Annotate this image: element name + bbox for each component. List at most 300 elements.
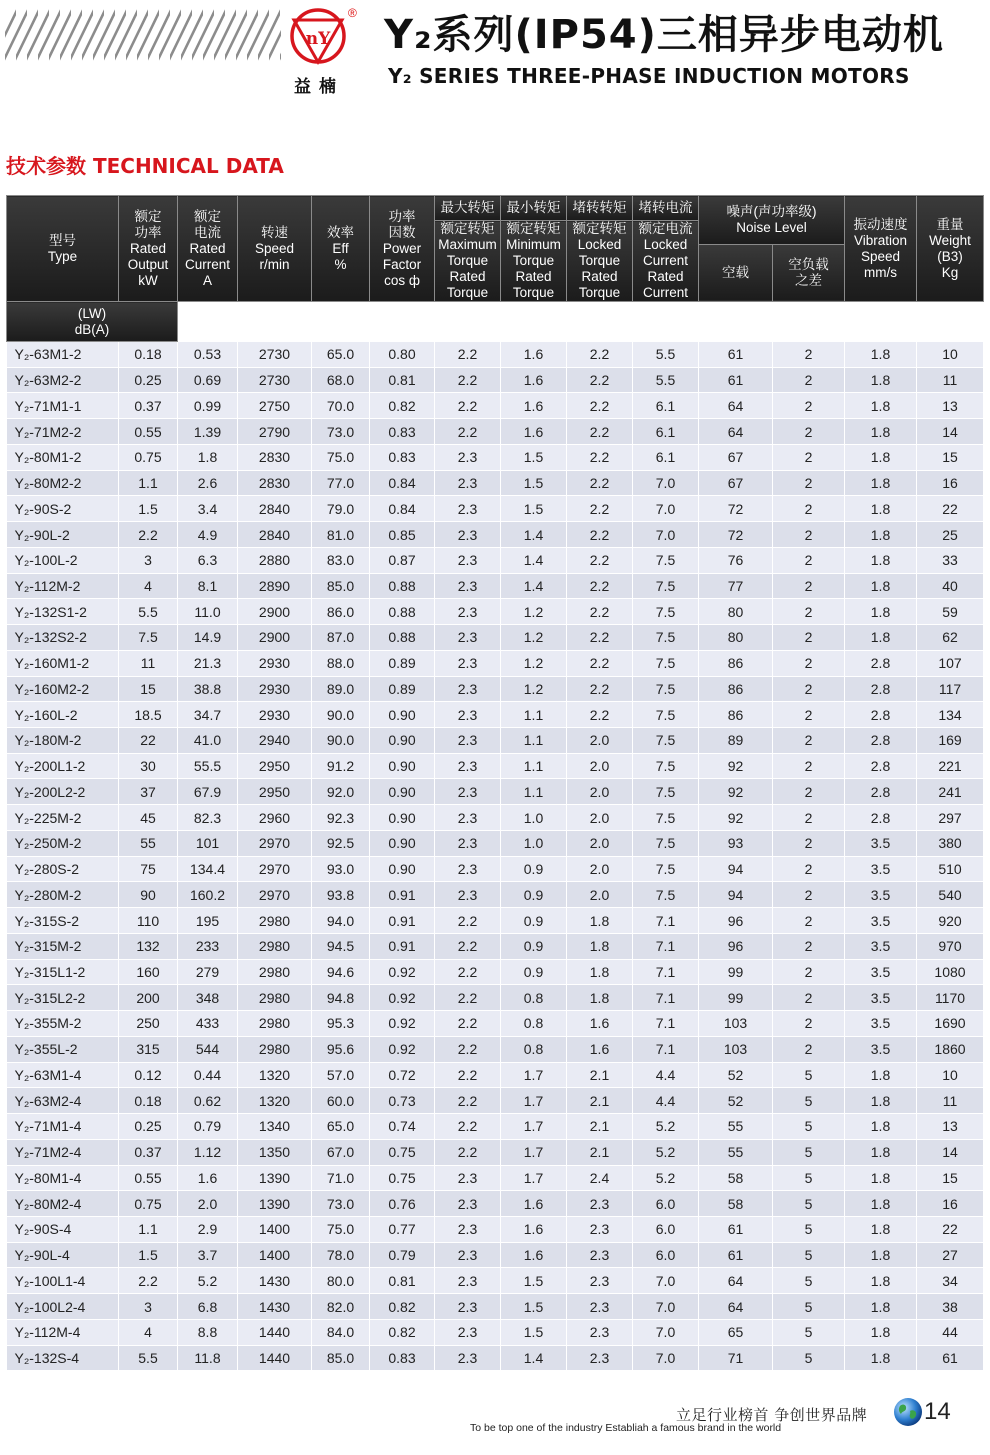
table-cell: 22 xyxy=(119,728,178,754)
table-cell: 2.3 xyxy=(435,650,501,676)
table-cell: 1.5 xyxy=(501,470,567,496)
table-cell: 7.1 xyxy=(633,959,699,985)
table-cell: 2.8 xyxy=(845,650,917,676)
table-cell: 1.8 xyxy=(567,933,633,959)
table-cell: 90 xyxy=(119,882,178,908)
table-cell: 0.90 xyxy=(370,805,435,831)
table-row xyxy=(7,1191,984,1217)
table-cell: 1.1 xyxy=(119,470,178,496)
table-cell: 0.76 xyxy=(370,1191,435,1217)
table-cell: 1.8 xyxy=(845,1242,917,1268)
table-cell: 85.0 xyxy=(312,573,370,599)
table-cell: 2.2 xyxy=(435,393,501,419)
table-cell: 94.5 xyxy=(312,933,370,959)
table-row xyxy=(7,496,984,522)
table-cell: 0.82 xyxy=(370,1319,435,1345)
table-cell: 544 xyxy=(178,1036,238,1062)
header-line: Eff xyxy=(332,240,349,256)
table-cell: 2.2 xyxy=(567,367,633,393)
table-cell: 0.62 xyxy=(178,1088,238,1114)
table-cell: 5 xyxy=(773,1139,845,1165)
table-cell: 38 xyxy=(917,1294,984,1320)
table-cell: 1.8 xyxy=(845,1216,917,1242)
table-cell: 2.0 xyxy=(567,753,633,779)
table-cell: 11 xyxy=(119,650,178,676)
table-cell: 2930 xyxy=(238,702,312,728)
table-cell: 2.2 xyxy=(567,470,633,496)
table-row xyxy=(7,805,984,831)
table-cell: 1430 xyxy=(238,1268,312,1294)
footer-slogan-en: To be top one of the industry Establiah a famous brand in the world xyxy=(470,1422,782,1434)
header-line: Vibration xyxy=(853,232,908,248)
table-cell: 2.3 xyxy=(567,1268,633,1294)
motor-type-cell: Y₂-280S-2 xyxy=(7,856,119,882)
table-row xyxy=(7,547,984,573)
table-cell: 160.2 xyxy=(178,882,238,908)
table-cell: 2.2 xyxy=(567,599,633,625)
table-cell: 7.5 xyxy=(633,676,699,702)
table-row xyxy=(7,702,984,728)
table-cell: 99 xyxy=(699,959,773,985)
table-cell: 5.5 xyxy=(633,367,699,393)
table-cell: 2.3 xyxy=(435,547,501,573)
table-cell: 45 xyxy=(119,805,178,831)
table-cell: 85.0 xyxy=(312,1345,370,1371)
table-cell: 6.0 xyxy=(633,1242,699,1268)
motor-type-cell: Y₂-355M-2 xyxy=(7,1011,119,1037)
table-cell: 2 xyxy=(773,496,845,522)
header-line: 电流 xyxy=(194,224,221,240)
header-line: Rated xyxy=(647,269,684,284)
table-cell: 2.0 xyxy=(567,805,633,831)
table-cell: 1.6 xyxy=(178,1165,238,1191)
table-cell: 8.8 xyxy=(178,1319,238,1345)
motor-type-cell: Y₂-71M2-2 xyxy=(7,419,119,445)
table-cell: 25 xyxy=(917,522,984,548)
table-cell: 1.7 xyxy=(501,1114,567,1140)
table-cell: 6.8 xyxy=(178,1294,238,1320)
header-line: Current xyxy=(642,253,688,268)
table-cell: 52 xyxy=(699,1062,773,1088)
table-cell: 60.0 xyxy=(312,1088,370,1114)
table-cell: 2.2 xyxy=(119,1268,178,1294)
motor-type-cell: Y₂-90L-2 xyxy=(7,522,119,548)
header-line: 因数 xyxy=(388,224,416,240)
header-line: 之差 xyxy=(795,272,822,288)
table-row xyxy=(7,625,984,651)
table-cell: 8.1 xyxy=(178,573,238,599)
motor-type-cell: Y₂-80M1-4 xyxy=(7,1165,119,1191)
table-cell: 0.90 xyxy=(370,753,435,779)
header-line: Rated xyxy=(581,269,618,284)
table-row xyxy=(7,676,984,702)
table-cell: 21.3 xyxy=(178,650,238,676)
header-line: Current xyxy=(642,285,688,300)
table-cell: 2.9 xyxy=(178,1216,238,1242)
table-cell: 86 xyxy=(699,702,773,728)
table-row xyxy=(7,393,984,419)
table-row xyxy=(7,856,984,882)
header-locked-current xyxy=(633,221,699,302)
table-cell: 65.0 xyxy=(312,1114,370,1140)
table-cell: 73.0 xyxy=(312,419,370,445)
table-cell: 62 xyxy=(917,625,984,651)
table-cell: 67 xyxy=(699,444,773,470)
motor-type-cell: Y₂-200L2-2 xyxy=(7,779,119,805)
table-cell: 2.2 xyxy=(567,625,633,651)
header-line: mm/s xyxy=(864,264,897,280)
table-cell: 110 xyxy=(119,908,178,934)
table-cell: 78.0 xyxy=(312,1242,370,1268)
header-speed xyxy=(238,196,312,302)
table-cell: 250 xyxy=(119,1011,178,1037)
table-cell: 5.2 xyxy=(633,1139,699,1165)
table-cell: 3.5 xyxy=(845,1011,917,1037)
table-row xyxy=(7,1345,984,1371)
table-cell: 1.0 xyxy=(501,805,567,831)
table-cell: 241 xyxy=(917,779,984,805)
table-cell: 3.5 xyxy=(845,856,917,882)
table-cell: 0.79 xyxy=(178,1114,238,1140)
table-cell: 2.2 xyxy=(567,419,633,445)
header-eff xyxy=(312,196,370,302)
table-cell: 2.3 xyxy=(435,1268,501,1294)
table-cell: 2.0 xyxy=(178,1191,238,1217)
motor-type-cell: Y₂-63M2-2 xyxy=(7,367,119,393)
table-cell: 1350 xyxy=(238,1139,312,1165)
header-line: Kg xyxy=(941,264,959,280)
table-cell: 2.3 xyxy=(435,676,501,702)
table-cell: 3.5 xyxy=(845,1036,917,1062)
table-cell: 3 xyxy=(119,1294,178,1320)
header-line: 额定 xyxy=(134,208,162,224)
table-cell: 0.55 xyxy=(119,1165,178,1191)
header-line: Type xyxy=(47,248,78,264)
table-cell: 84.0 xyxy=(312,1319,370,1345)
table-cell: 7.5 xyxy=(633,753,699,779)
table-cell: 0.89 xyxy=(370,650,435,676)
table-cell: 1.8 xyxy=(845,367,917,393)
table-row xyxy=(7,1088,984,1114)
table-cell: 3.7 xyxy=(178,1242,238,1268)
table-row xyxy=(7,419,984,445)
table-cell: 13 xyxy=(917,393,984,419)
table-cell: 1860 xyxy=(917,1036,984,1062)
header-noise-unit xyxy=(7,302,178,342)
table-cell: 0.9 xyxy=(501,882,567,908)
table-cell: 2.2 xyxy=(119,522,178,548)
table-cell: 94.6 xyxy=(312,959,370,985)
header-line: 重量 xyxy=(936,216,964,232)
table-cell: 315 xyxy=(119,1036,178,1062)
table-cell: 2 xyxy=(773,830,845,856)
table-cell: 2900 xyxy=(238,625,312,651)
logo-letters: nY xyxy=(305,29,331,49)
header-line: 堵转转矩 xyxy=(572,200,627,215)
table-cell: 1080 xyxy=(917,959,984,985)
table-cell: 67.0 xyxy=(312,1139,370,1165)
table-cell: 93.0 xyxy=(312,856,370,882)
table-row xyxy=(7,342,984,368)
table-cell: 0.91 xyxy=(370,933,435,959)
table-cell: 0.92 xyxy=(370,1011,435,1037)
table-cell: 2.8 xyxy=(845,779,917,805)
table-cell: 59 xyxy=(917,599,984,625)
table-cell: 1.8 xyxy=(845,342,917,368)
table-cell: 7.5 xyxy=(633,830,699,856)
table-cell: 1.7 xyxy=(501,1088,567,1114)
header-max-torque xyxy=(435,221,501,302)
header-line: Power xyxy=(382,240,422,256)
header-line: 振动速度 xyxy=(853,216,908,232)
table-cell: 0.84 xyxy=(370,496,435,522)
table-cell: 1.8 xyxy=(845,496,917,522)
motor-type-cell: Y₂-132S1-2 xyxy=(7,599,119,625)
table-cell: 2950 xyxy=(238,753,312,779)
table-cell: 1.1 xyxy=(501,779,567,805)
table-cell: 7.0 xyxy=(633,1319,699,1345)
header-line: Torque xyxy=(512,285,555,300)
table-cell: 2.2 xyxy=(567,676,633,702)
table-cell: 4.4 xyxy=(633,1062,699,1088)
table-cell: 7.5 xyxy=(633,599,699,625)
motor-type-cell: Y₂-160L-2 xyxy=(7,702,119,728)
table-cell: 77.0 xyxy=(312,470,370,496)
table-cell: 5.2 xyxy=(633,1114,699,1140)
table-cell: 3.5 xyxy=(845,908,917,934)
table-cell: 1.4 xyxy=(501,573,567,599)
header-vibration xyxy=(845,196,917,302)
table-cell: 103 xyxy=(699,1011,773,1037)
table-cell: 1.5 xyxy=(501,1294,567,1320)
table-cell: 920 xyxy=(917,908,984,934)
table-cell: 2 xyxy=(773,522,845,548)
table-cell: 5 xyxy=(773,1319,845,1345)
table-cell: 55 xyxy=(699,1139,773,1165)
motor-type-cell: Y₂-225M-2 xyxy=(7,805,119,831)
table-row xyxy=(7,882,984,908)
table-cell: 0.9 xyxy=(501,908,567,934)
table-cell: 0.8 xyxy=(501,1036,567,1062)
motor-type-cell: Y₂-112M-4 xyxy=(7,1319,119,1345)
table-cell: 94.0 xyxy=(312,908,370,934)
header-line: 型号 xyxy=(49,232,76,248)
header-line: Weight xyxy=(929,232,971,248)
table-cell: 7.0 xyxy=(633,496,699,522)
table-cell: 61 xyxy=(699,1242,773,1268)
table-row xyxy=(7,367,984,393)
header-noise xyxy=(699,196,845,245)
table-cell: 80 xyxy=(699,599,773,625)
motor-type-cell: Y₂-90S-2 xyxy=(7,496,119,522)
table-row xyxy=(7,1165,984,1191)
table-cell: 0.99 xyxy=(178,393,238,419)
table-cell: 101 xyxy=(178,830,238,856)
header-line: % xyxy=(334,256,347,272)
table-cell: 80 xyxy=(699,625,773,651)
motor-type-cell: Y₂-71M2-4 xyxy=(7,1139,119,1165)
footer-slogan-cn: 立足行业榜首 争创世界品牌 xyxy=(676,1406,868,1424)
table-cell: 7.0 xyxy=(633,470,699,496)
table-cell: 221 xyxy=(917,753,984,779)
table-cell: 15 xyxy=(119,676,178,702)
header-power-factor xyxy=(370,196,435,302)
table-cell: 7.5 xyxy=(633,625,699,651)
table-cell: 95.3 xyxy=(312,1011,370,1037)
header-line: Output xyxy=(127,256,169,272)
table-cell: 5 xyxy=(773,1345,845,1371)
table-cell: 92.5 xyxy=(312,830,370,856)
table-cell: 1.8 xyxy=(845,419,917,445)
table-cell: 2980 xyxy=(238,1036,312,1062)
table-cell: 2.2 xyxy=(435,1114,501,1140)
table-row xyxy=(7,830,984,856)
header-line: Torque xyxy=(446,285,489,300)
table-cell: 1.5 xyxy=(501,1268,567,1294)
table-cell: 2 xyxy=(773,702,845,728)
table-row xyxy=(7,779,984,805)
table-cell: 2.3 xyxy=(435,882,501,908)
table-cell: 1.6 xyxy=(567,1036,633,1062)
header-line: Speed xyxy=(860,248,901,264)
table-cell: 2.3 xyxy=(435,856,501,882)
header-line: 空载 xyxy=(722,264,749,280)
table-cell: 82.3 xyxy=(178,805,238,831)
table-cell: 5.2 xyxy=(633,1165,699,1191)
table-cell: 2.2 xyxy=(435,1036,501,1062)
table-cell: 2.2 xyxy=(567,573,633,599)
table-cell: 1.2 xyxy=(501,599,567,625)
table-cell: 2 xyxy=(773,959,845,985)
table-cell: 1400 xyxy=(238,1216,312,1242)
table-cell: 7.5 xyxy=(633,779,699,805)
table-cell: 2.2 xyxy=(567,496,633,522)
logo-triangle-icon xyxy=(284,6,354,72)
table-row xyxy=(7,650,984,676)
page-title-en: Y₂ SERIES THREE-PHASE INDUCTION MOTORS xyxy=(388,64,910,88)
table-row xyxy=(7,470,984,496)
table-cell: 96 xyxy=(699,933,773,959)
table-cell: 1.1 xyxy=(119,1216,178,1242)
table-cell: 0.90 xyxy=(370,779,435,805)
table-cell: 2 xyxy=(773,856,845,882)
table-cell: 7.5 xyxy=(633,702,699,728)
table-cell: 2.8 xyxy=(845,728,917,754)
header-noise-diff xyxy=(773,244,845,301)
header-line: 额定转矩 xyxy=(440,221,495,236)
table-cell: 117 xyxy=(917,676,984,702)
header-line: 额定转矩 xyxy=(572,221,627,236)
table-cell: 2.2 xyxy=(435,1088,501,1114)
header-line: Torque xyxy=(578,253,621,268)
table-cell: 7.5 xyxy=(633,650,699,676)
table-cell: 2 xyxy=(773,419,845,445)
table-cell: 1320 xyxy=(238,1088,312,1114)
table-cell: 0.81 xyxy=(370,367,435,393)
table-cell: 380 xyxy=(917,830,984,856)
table-cell: 4.4 xyxy=(633,1088,699,1114)
table-cell: 11.0 xyxy=(178,599,238,625)
table-cell: 2.2 xyxy=(567,393,633,419)
table-cell: 1.5 xyxy=(501,444,567,470)
table-cell: 92.3 xyxy=(312,805,370,831)
table-cell: 1.1 xyxy=(501,753,567,779)
table-cell: 2.2 xyxy=(567,702,633,728)
table-cell: 2970 xyxy=(238,830,312,856)
table-cell: 1.8 xyxy=(845,470,917,496)
table-cell: 2.3 xyxy=(567,1345,633,1371)
table-cell: 1.4 xyxy=(501,522,567,548)
table-cell: 233 xyxy=(178,933,238,959)
table-cell: 2980 xyxy=(238,933,312,959)
table-cell: 7.5 xyxy=(633,573,699,599)
table-cell: 1.2 xyxy=(501,650,567,676)
table-cell: 57.0 xyxy=(312,1062,370,1088)
header-line: 最小转矩 xyxy=(506,200,561,215)
table-cell: 37 xyxy=(119,779,178,805)
header-line: cos ф xyxy=(384,272,420,288)
table-cell: 2 xyxy=(773,1011,845,1037)
table-cell: 82.0 xyxy=(312,1294,370,1320)
table-cell: 0.9 xyxy=(501,933,567,959)
table-cell: 80.0 xyxy=(312,1268,370,1294)
table-cell: 92 xyxy=(699,753,773,779)
table-cell: 2940 xyxy=(238,728,312,754)
table-cell: 72 xyxy=(699,496,773,522)
header-line: 堵转电流 xyxy=(638,200,693,215)
table-cell: 7.0 xyxy=(633,1294,699,1320)
table-cell: 2960 xyxy=(238,805,312,831)
table-cell: 2.8 xyxy=(845,753,917,779)
table-cell: 1.6 xyxy=(501,367,567,393)
table-cell: 3.5 xyxy=(845,959,917,985)
table-cell: 2 xyxy=(773,470,845,496)
table-row xyxy=(7,1011,984,1037)
header-line: r/min xyxy=(259,256,290,272)
table-row xyxy=(7,522,984,548)
table-cell: 1.8 xyxy=(845,393,917,419)
header-line: kW xyxy=(138,272,158,288)
table-cell: 2.3 xyxy=(435,830,501,856)
motor-type-cell: Y₂-280M-2 xyxy=(7,882,119,908)
table-cell: 0.90 xyxy=(370,702,435,728)
table-cell: 1390 xyxy=(238,1191,312,1217)
table-cell: 1.8 xyxy=(845,444,917,470)
table-cell: 0.83 xyxy=(370,444,435,470)
page-title-cn: Y₂系列(IP54)三相异步电动机 xyxy=(384,12,944,58)
table-cell: 22 xyxy=(917,1216,984,1242)
table-cell: 2.3 xyxy=(435,728,501,754)
table-cell: 0.74 xyxy=(370,1114,435,1140)
table-cell: 2.2 xyxy=(567,342,633,368)
header-line: Torque xyxy=(512,253,555,268)
table-cell: 3 xyxy=(119,547,178,573)
header-min-torque xyxy=(501,221,567,302)
table-cell: 0.79 xyxy=(370,1242,435,1268)
table-cell: 2.0 xyxy=(567,830,633,856)
table-cell: 2.2 xyxy=(567,547,633,573)
table-cell: 1.6 xyxy=(501,393,567,419)
table-cell: 5 xyxy=(773,1268,845,1294)
header-min-torque-top xyxy=(501,196,567,221)
header-line: A xyxy=(202,272,212,288)
motor-type-cell: Y₂-71M1-1 xyxy=(7,393,119,419)
table-row xyxy=(7,1139,984,1165)
table-cell: 1.8 xyxy=(845,1191,917,1217)
table-cell: 1.8 xyxy=(845,599,917,625)
brand-logo xyxy=(284,6,360,98)
table-cell: 0.83 xyxy=(370,1345,435,1371)
